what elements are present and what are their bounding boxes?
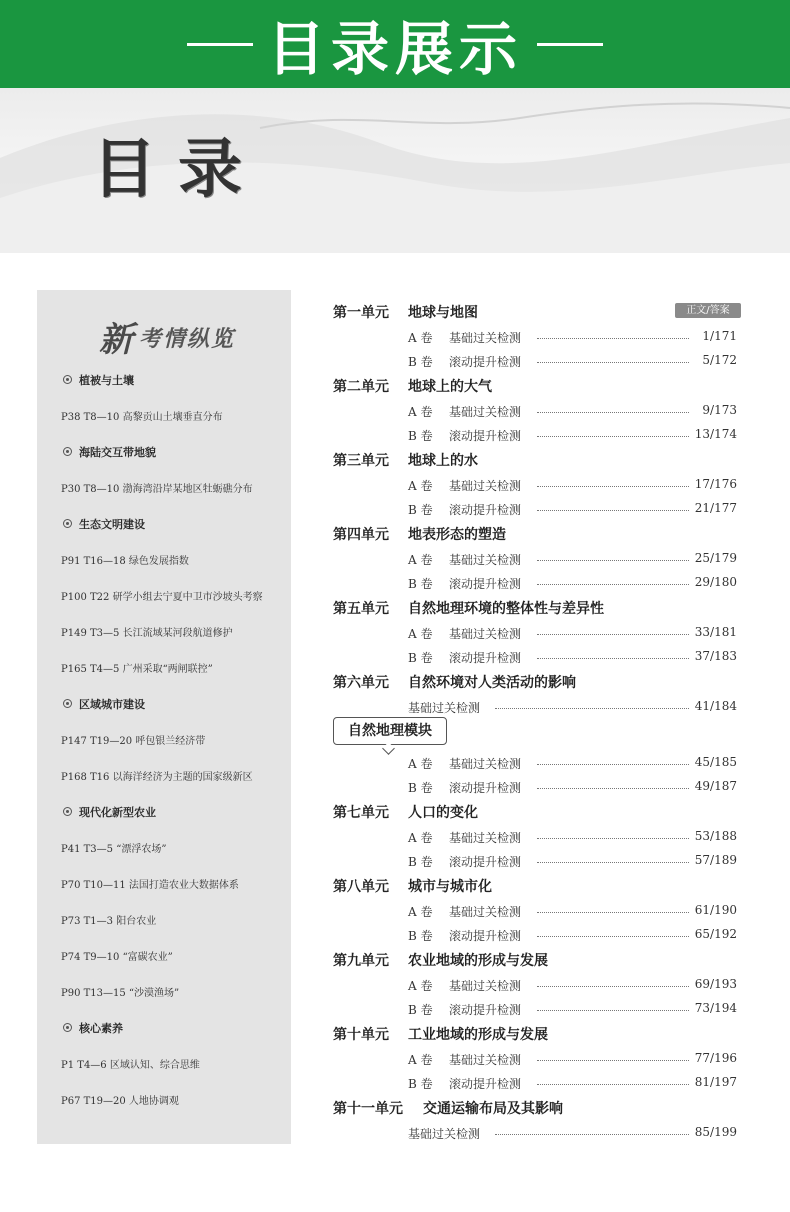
volume-label: A 卷 [408,479,433,493]
toc-entry[interactable] [331,325,741,347]
unit-title: 地球上的水 [408,453,478,469]
volume-label: B 卷 [408,781,433,795]
unit-heading [331,374,741,396]
unit-title: 地表形态的塑造 [408,527,506,543]
unit-number: 第三单元 [333,453,389,469]
dot-leader [537,634,689,635]
toc-entry[interactable] [331,349,741,371]
unit-heading [331,948,741,970]
sidebar-item-label: P149 T3—5 长江流域某河段航道修护 [61,628,233,639]
hero-title: 目录 [92,133,264,207]
entry-name: 滚动提升检测 [449,855,522,869]
unit-title: 交通运输布局及其影响 [423,1101,563,1117]
toc-entry[interactable] [331,751,741,773]
sidebar-category [37,514,291,534]
unit-heading [331,300,741,322]
volume-label: B 卷 [408,1077,433,1091]
unit-heading [331,670,741,692]
page-number: 81/197 [694,1075,737,1089]
volume-label: A 卷 [408,757,433,771]
sidebar-category [37,694,291,714]
sidebar-item-label: P1 T4—6 区域认知、综合思维 [61,1060,200,1071]
page-number: 61/190 [694,903,737,917]
sidebar-item [37,550,291,570]
bullet-icon [63,447,72,456]
volume-label: A 卷 [408,331,433,345]
toc-entry[interactable] [331,1047,741,1069]
entry-name: 基础过关检测 [449,979,522,993]
unit-number: 第八单元 [333,879,389,895]
sidebar-item-label: P70 T10—11 法国打造农业大数据体系 [61,880,239,891]
sidebar-item [37,586,291,606]
unit-heading [331,596,741,618]
dot-leader [537,338,689,339]
page-number: 33/181 [694,625,737,639]
toc-entry[interactable] [331,547,741,569]
toc-entry[interactable] [331,399,741,421]
sidebar-item-label: P90 T13—15 “沙漠渔场” [61,988,180,999]
sidebar-item-label: P91 T16—18 绿色发展指数 [61,556,189,567]
sidebar-item-label: P168 T16 以海洋经济为主题的国家级新区 [61,772,253,783]
module-label: 自然地理模块 [333,717,447,745]
page-number: 69/193 [694,977,737,991]
dot-leader [537,560,689,561]
page-number: 17/176 [694,477,737,491]
dot-leader [537,838,689,839]
dot-leader [537,510,689,511]
dot-leader [495,708,689,709]
page-number: 29/180 [694,575,737,589]
hero-header [0,88,790,253]
page-number: 77/196 [694,1051,737,1065]
unit-heading [331,874,741,896]
dot-leader [537,912,689,913]
unit-number: 第九单元 [333,953,389,969]
dot-leader [537,362,689,363]
sidebar-category [37,442,291,462]
banner-title-wrap [0,0,790,88]
sidebar-item-label: P100 T22 研学小组去宁夏中卫市沙坡头考察 [61,592,263,603]
dot-leader [537,436,689,437]
entry-name: 基础过关检测 [408,1127,481,1141]
sidebar-category-label: 植被与土壤 [79,374,134,387]
toc-entry[interactable] [331,997,741,1019]
sidebar-heading-rest: 考情纵览 [139,326,236,352]
dot-leader [537,788,689,789]
volume-label: B 卷 [408,429,433,443]
sidebar-item-label: P30 T8—10 渤海湾沿岸某地区牡蛎礁分布 [61,484,253,495]
unit-number: 第十一单元 [333,1101,403,1117]
volume-label: B 卷 [408,855,433,869]
sidebar-category-label: 现代化新型农业 [79,806,156,819]
banner-left-rule [187,43,253,46]
dot-leader [537,584,689,585]
unit-heading [331,800,741,822]
sidebar-item-label: P67 T19—20 人地协调观 [61,1096,179,1107]
entry-name: 基础过关检测 [449,1053,522,1067]
entry-name: 滚动提升检测 [449,1003,522,1017]
entry-name: 基础过关检测 [449,831,522,845]
toc-entry[interactable] [331,1121,741,1143]
answer-tag: 正文/答案 [675,303,741,318]
sidebar-item [37,982,291,1002]
dot-leader [537,986,689,987]
dot-leader [537,1010,689,1011]
toc-entry[interactable] [331,473,741,495]
sidebar-item [37,730,291,750]
dot-leader [537,764,689,765]
entry-name: 基础过关检测 [449,479,522,493]
dot-leader [537,936,689,937]
sidebar-item [37,1054,291,1074]
page-number: 21/177 [694,501,737,515]
sidebar-category-label: 海陆交互带地貌 [79,446,156,459]
toc-entry[interactable] [331,849,741,871]
unit-title: 人口的变化 [408,805,478,821]
sidebar-category-label: 生态文明建设 [79,518,145,531]
entry-name: 滚动提升检测 [449,781,522,795]
unit-title: 自然环境对人类活动的影响 [408,675,576,691]
page-number: 5/172 [702,353,737,367]
sidebar-item [37,946,291,966]
sidebar-category [37,370,291,390]
dot-leader [537,1084,689,1085]
sidebar-item [37,622,291,642]
entry-name: 基础过关检测 [449,405,522,419]
volume-label: A 卷 [408,905,433,919]
volume-label: B 卷 [408,1003,433,1017]
sidebar-item [37,1090,291,1110]
unit-number: 第七单元 [333,805,389,821]
dot-leader [537,658,689,659]
toc-entry[interactable] [331,695,741,717]
unit-title: 地球与地图 [408,305,478,321]
dot-leader [495,1134,689,1135]
entry-name: 基础过关检测 [449,757,522,771]
volume-label: A 卷 [408,627,433,641]
page-number: 37/183 [694,649,737,663]
toc-entry[interactable] [331,825,741,847]
sidebar-item-label: P38 T8—10 高黎贡山土壤垂直分布 [61,412,223,423]
page-number: 53/188 [694,829,737,843]
exam-overview-sidebar [37,290,291,1144]
bullet-icon [63,375,72,384]
dot-leader [537,1060,689,1061]
toc-entry[interactable] [331,423,741,445]
unit-number: 第四单元 [333,527,389,543]
sidebar-item [37,838,291,858]
toc-entry[interactable] [331,571,741,593]
sidebar-category [37,802,291,822]
unit-title: 农业地域的形成与发展 [408,953,548,969]
sidebar-item-label: P73 T1—3 阳台农业 [61,916,157,927]
unit-number: 第二单元 [333,379,389,395]
toc-entry[interactable] [331,621,741,643]
volume-label: A 卷 [408,1053,433,1067]
volume-label: A 卷 [408,553,433,567]
entry-name: 滚动提升检测 [449,1077,522,1091]
toc-entry[interactable] [331,497,741,519]
unit-number: 第十单元 [333,1027,389,1043]
page-number: 73/194 [694,1001,737,1015]
volume-label: A 卷 [408,979,433,993]
entry-name: 滚动提升检测 [449,355,522,369]
sidebar-category [37,1018,291,1038]
entry-name: 基础过关检测 [449,627,522,641]
bullet-icon [63,807,72,816]
sidebar-item [37,910,291,930]
sidebar-item [37,658,291,678]
sidebar-item-label: P165 T4—5 广州采取“两闸联控” [61,664,213,675]
toc-entry[interactable] [331,899,741,921]
bullet-icon [63,519,72,528]
volume-label: B 卷 [408,355,433,369]
unit-number: 第六单元 [333,675,389,691]
toc-entry[interactable] [331,923,741,945]
unit-heading [331,1022,741,1044]
sidebar-category-label: 区域城市建设 [79,698,145,711]
page-number: 65/192 [694,927,737,941]
volume-label: A 卷 [408,831,433,845]
sidebar-item-label: P41 T3—5 “漂浮农场” [61,844,167,855]
entry-name: 滚动提升检测 [449,429,522,443]
unit-heading [331,522,741,544]
unit-number: 第一单元 [333,305,389,321]
page-number: 49/187 [694,779,737,793]
entry-name: 滚动提升检测 [449,503,522,517]
page-number: 25/179 [694,551,737,565]
entry-name: 基础过关检测 [449,905,522,919]
dot-leader [537,862,689,863]
sidebar-item [37,874,291,894]
unit-title: 工业地域的形成与发展 [408,1027,548,1043]
dot-leader [537,486,689,487]
volume-label: B 卷 [408,503,433,517]
banner-title: 目录展示 [266,15,523,83]
sidebar-item [37,406,291,426]
entry-name: 滚动提升检测 [449,577,522,591]
page-number: 9/173 [702,403,737,417]
unit-title: 自然地理环境的整体性与差异性 [408,601,604,617]
dot-leader [537,412,689,413]
sidebar-item-label: P147 T19—20 呼包银兰经济带 [61,736,206,747]
bullet-icon [63,699,72,708]
unit-heading [331,448,741,470]
unit-heading [331,1096,741,1118]
page-number: 1/171 [702,329,737,343]
unit-title: 城市与城市化 [408,879,492,895]
entry-name: 基础过关检测 [449,553,522,567]
unit-number: 第五单元 [333,601,389,617]
toc-entry[interactable] [331,775,741,797]
sidebar-item [37,766,291,786]
page-number: 45/185 [694,755,737,769]
page-number: 41/184 [694,699,737,713]
sidebar-heading [37,308,291,358]
toc-entry[interactable] [331,973,741,995]
bullet-icon [63,1023,72,1032]
sidebar-item [37,478,291,498]
volume-label: B 卷 [408,651,433,665]
volume-label: B 卷 [408,929,433,943]
entry-name: 基础过关检测 [408,701,481,715]
entry-name: 基础过关检测 [449,331,522,345]
volume-label: B 卷 [408,577,433,591]
page-number: 85/199 [694,1125,737,1139]
unit-title: 地球上的大气 [408,379,492,395]
entry-name: 滚动提升检测 [449,929,522,943]
toc-entry[interactable] [331,645,741,667]
sidebar-item-label: P74 T9—10 “富碳农业” [61,952,173,963]
page-number: 57/189 [694,853,737,867]
banner-right-rule [537,43,603,46]
sidebar-category-label: 核心素养 [79,1022,123,1035]
entry-name: 滚动提升检测 [449,651,522,665]
volume-label: A 卷 [408,405,433,419]
toc-entry[interactable] [331,1071,741,1093]
sidebar-heading-big: 新 [99,320,133,360]
page-number: 13/174 [694,427,737,441]
